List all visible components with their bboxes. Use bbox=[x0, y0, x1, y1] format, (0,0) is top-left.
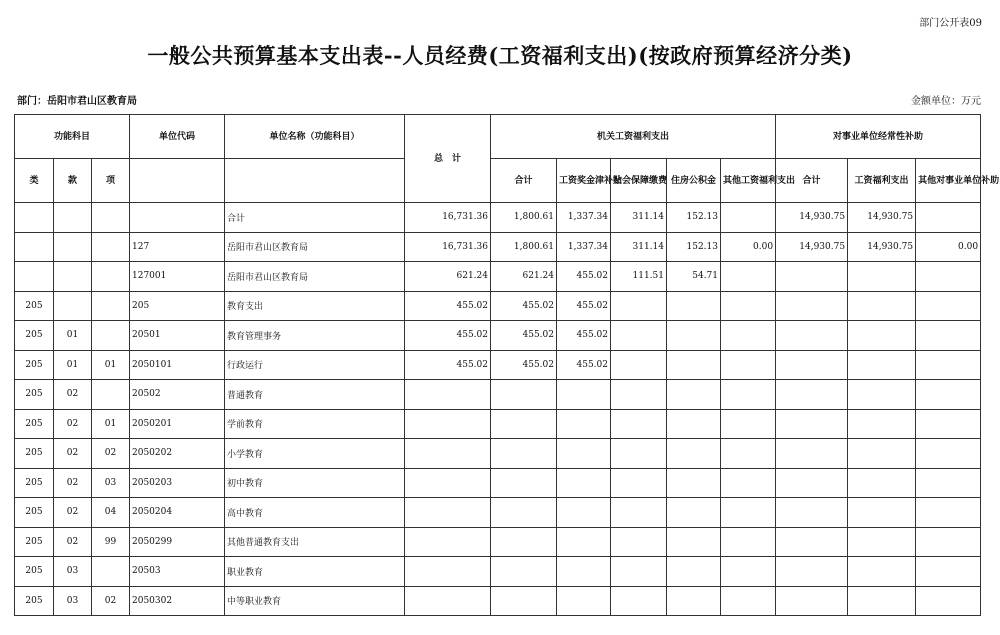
cell-name: 行政运行 bbox=[225, 350, 405, 380]
cell-inst-other: 0.00 bbox=[916, 232, 981, 262]
cell-inst-other bbox=[916, 527, 981, 557]
cell-inst-wage bbox=[848, 380, 916, 410]
cell-name: 高中教育 bbox=[225, 498, 405, 528]
cell-org-housing bbox=[667, 291, 721, 321]
cell-org-social bbox=[611, 291, 667, 321]
cell-inst-sum bbox=[776, 409, 848, 439]
header-org-sum: 合计 bbox=[491, 159, 557, 203]
header-inst-wage: 工资福利支出 bbox=[848, 159, 916, 203]
cell-org-wage bbox=[557, 498, 611, 528]
cell-kuan: 02 bbox=[54, 468, 92, 498]
cell-code: 205 bbox=[130, 291, 225, 321]
cell-org-housing bbox=[667, 321, 721, 351]
cell-org-other bbox=[721, 321, 776, 351]
cell-kuan: 03 bbox=[54, 557, 92, 587]
cell-inst-sum: 14,930.75 bbox=[776, 203, 848, 233]
cell-total bbox=[405, 557, 491, 587]
cell-org-other bbox=[721, 262, 776, 292]
cell-org-other bbox=[721, 291, 776, 321]
cell-org-wage: 455.02 bbox=[557, 262, 611, 292]
table-row bbox=[15, 409, 981, 439]
cell-code: 20501 bbox=[130, 321, 225, 351]
header-org-social: 社会保障缴费 bbox=[611, 159, 667, 203]
cell-xiang bbox=[92, 232, 130, 262]
cell-kuan: 02 bbox=[54, 380, 92, 410]
cell-xiang: 02 bbox=[92, 586, 130, 616]
cell-lei: 205 bbox=[15, 409, 54, 439]
cell-total: 16,731.36 bbox=[405, 203, 491, 233]
cell-inst-sum bbox=[776, 527, 848, 557]
cell-org-other bbox=[721, 203, 776, 233]
cell-org-social bbox=[611, 498, 667, 528]
cell-total bbox=[405, 586, 491, 616]
cell-org-social bbox=[611, 468, 667, 498]
cell-inst-other bbox=[916, 439, 981, 469]
cell-inst-sum bbox=[776, 350, 848, 380]
cell-name: 职业教育 bbox=[225, 557, 405, 587]
cell-xiang: 02 bbox=[92, 439, 130, 469]
cell-total: 455.02 bbox=[405, 350, 491, 380]
cell-name: 学前教育 bbox=[225, 409, 405, 439]
cell-name: 岳阳市君山区教育局 bbox=[225, 262, 405, 292]
cell-org-housing bbox=[667, 586, 721, 616]
cell-org-housing bbox=[667, 350, 721, 380]
cell-org-sum: 455.02 bbox=[491, 291, 557, 321]
cell-inst-wage bbox=[848, 468, 916, 498]
cell-xiang: 01 bbox=[92, 350, 130, 380]
cell-org-wage bbox=[557, 380, 611, 410]
cell-code: 2050101 bbox=[130, 350, 225, 380]
cell-org-wage bbox=[557, 557, 611, 587]
cell-org-sum: 621.24 bbox=[491, 262, 557, 292]
cell-org-other bbox=[721, 527, 776, 557]
cell-code: 2050299 bbox=[130, 527, 225, 557]
cell-org-other bbox=[721, 498, 776, 528]
cell-org-sum bbox=[491, 439, 557, 469]
cell-lei: 205 bbox=[15, 557, 54, 587]
cell-lei: 205 bbox=[15, 350, 54, 380]
cell-total bbox=[405, 498, 491, 528]
cell-xiang: 01 bbox=[92, 409, 130, 439]
cell-lei: 205 bbox=[15, 498, 54, 528]
cell-xiang bbox=[92, 321, 130, 351]
cell-org-other bbox=[721, 350, 776, 380]
cell-inst-wage bbox=[848, 498, 916, 528]
cell-inst-wage: 14,930.75 bbox=[848, 203, 916, 233]
cell-inst-wage bbox=[848, 439, 916, 469]
cell-org-social bbox=[611, 586, 667, 616]
cell-lei bbox=[15, 203, 54, 233]
header-org-wage: 工资奖金津补贴 bbox=[557, 159, 611, 203]
cell-xiang bbox=[92, 203, 130, 233]
cell-kuan: 02 bbox=[54, 527, 92, 557]
cell-org-sum bbox=[491, 527, 557, 557]
cell-org-housing: 54.71 bbox=[667, 262, 721, 292]
cell-inst-wage bbox=[848, 586, 916, 616]
cell-code: 2050204 bbox=[130, 498, 225, 528]
cell-code: 20503 bbox=[130, 557, 225, 587]
cell-lei: 205 bbox=[15, 586, 54, 616]
cell-inst-sum bbox=[776, 498, 848, 528]
cell-kuan: 02 bbox=[54, 439, 92, 469]
cell-code: 20502 bbox=[130, 380, 225, 410]
cell-inst-other bbox=[916, 468, 981, 498]
cell-total: 16,731.36 bbox=[405, 232, 491, 262]
header-org-other: 其他工资福利支出 bbox=[721, 159, 776, 203]
cell-org-housing bbox=[667, 557, 721, 587]
cell-org-other: 0.00 bbox=[721, 232, 776, 262]
cell-org-sum bbox=[491, 409, 557, 439]
cell-total bbox=[405, 527, 491, 557]
amount-unit-label: 金额单位：万元 bbox=[911, 96, 981, 107]
cell-name: 小学教育 bbox=[225, 439, 405, 469]
cell-code: 2050302 bbox=[130, 586, 225, 616]
cell-code: 2050202 bbox=[130, 439, 225, 469]
cell-org-housing bbox=[667, 409, 721, 439]
table-row bbox=[15, 498, 981, 528]
cell-org-other bbox=[721, 409, 776, 439]
cell-org-wage: 455.02 bbox=[557, 350, 611, 380]
cell-code: 2050201 bbox=[130, 409, 225, 439]
cell-org-other bbox=[721, 586, 776, 616]
cell-inst-sum bbox=[776, 557, 848, 587]
cell-org-social: 311.14 bbox=[611, 232, 667, 262]
page-title: 一般公共预算基本支出表--人员经费(工资福利支出)(按政府预算经济分类) bbox=[147, 43, 853, 68]
cell-kuan bbox=[54, 262, 92, 292]
header-inst-sum: 合计 bbox=[776, 159, 848, 203]
table-row bbox=[15, 557, 981, 587]
cell-lei: 205 bbox=[15, 380, 54, 410]
cell-inst-other bbox=[916, 409, 981, 439]
table-row bbox=[15, 203, 981, 233]
cell-kuan bbox=[54, 203, 92, 233]
cell-org-sum: 1,800.61 bbox=[491, 203, 557, 233]
cell-org-social bbox=[611, 439, 667, 469]
cell-name: 初中教育 bbox=[225, 468, 405, 498]
cell-name: 合计 bbox=[225, 203, 405, 233]
cell-org-sum: 455.02 bbox=[491, 321, 557, 351]
cell-name: 岳阳市君山区教育局 bbox=[225, 232, 405, 262]
cell-inst-other bbox=[916, 262, 981, 292]
cell-code: 2050203 bbox=[130, 468, 225, 498]
cell-inst-wage bbox=[848, 557, 916, 587]
cell-total: 455.02 bbox=[405, 291, 491, 321]
cell-code: 127001 bbox=[130, 262, 225, 292]
cell-org-housing bbox=[667, 380, 721, 410]
cell-lei: 205 bbox=[15, 468, 54, 498]
cell-org-sum: 1,800.61 bbox=[491, 232, 557, 262]
cell-inst-sum bbox=[776, 262, 848, 292]
cell-lei bbox=[15, 232, 54, 262]
cell-inst-wage bbox=[848, 291, 916, 321]
table-row bbox=[15, 321, 981, 351]
cell-inst-wage: 14,930.75 bbox=[848, 232, 916, 262]
cell-org-wage bbox=[557, 439, 611, 469]
cell-total bbox=[405, 439, 491, 469]
cell-total bbox=[405, 409, 491, 439]
header-inst-other: 其他对事业单位补助 bbox=[916, 159, 981, 203]
cell-inst-other bbox=[916, 291, 981, 321]
cell-inst-wage bbox=[848, 262, 916, 292]
cell-org-social bbox=[611, 527, 667, 557]
table-row bbox=[15, 262, 981, 292]
cell-total bbox=[405, 468, 491, 498]
header-kuan: 款 bbox=[54, 159, 92, 203]
cell-org-sum bbox=[491, 557, 557, 587]
cell-org-sum bbox=[491, 380, 557, 410]
cell-inst-other bbox=[916, 350, 981, 380]
cell-kuan bbox=[54, 232, 92, 262]
cell-code: 127 bbox=[130, 232, 225, 262]
cell-org-other bbox=[721, 557, 776, 587]
cell-xiang: 04 bbox=[92, 498, 130, 528]
table-row bbox=[15, 291, 981, 321]
cell-org-housing: 152.13 bbox=[667, 232, 721, 262]
cell-inst-other bbox=[916, 380, 981, 410]
cell-lei: 205 bbox=[15, 527, 54, 557]
cell-org-social bbox=[611, 321, 667, 351]
header-func-subject: 功能科目 bbox=[15, 115, 130, 159]
cell-org-sum bbox=[491, 586, 557, 616]
cell-org-social: 111.51 bbox=[611, 262, 667, 292]
header-unit-code: 单位代码 bbox=[130, 115, 225, 159]
cell-inst-wage bbox=[848, 527, 916, 557]
cell-org-housing bbox=[667, 468, 721, 498]
cell-inst-sum bbox=[776, 468, 848, 498]
header-org-housing: 住房公积金 bbox=[667, 159, 721, 203]
cell-org-wage bbox=[557, 468, 611, 498]
cell-name: 普通教育 bbox=[225, 380, 405, 410]
cell-org-other bbox=[721, 468, 776, 498]
cell-org-social: 311.14 bbox=[611, 203, 667, 233]
table-row bbox=[15, 586, 981, 616]
header-org-group: 机关工资福利支出 bbox=[491, 115, 776, 159]
cell-total: 621.24 bbox=[405, 262, 491, 292]
cell-inst-sum: 14,930.75 bbox=[776, 232, 848, 262]
department-label: 部门：岳阳市君山区教育局 bbox=[17, 96, 137, 107]
cell-org-wage: 1,337.34 bbox=[557, 232, 611, 262]
cell-inst-sum bbox=[776, 380, 848, 410]
cell-org-wage: 1,337.34 bbox=[557, 203, 611, 233]
cell-org-wage bbox=[557, 586, 611, 616]
cell-xiang bbox=[92, 262, 130, 292]
cell-org-social bbox=[611, 557, 667, 587]
cell-kuan: 01 bbox=[54, 321, 92, 351]
header-unit-name-cont bbox=[225, 159, 405, 203]
cell-inst-wage bbox=[848, 409, 916, 439]
cell-lei: 205 bbox=[15, 291, 54, 321]
cell-kuan: 03 bbox=[54, 586, 92, 616]
cell-name: 中等职业教育 bbox=[225, 586, 405, 616]
budget-table bbox=[14, 114, 1000, 616]
header-xiang: 项 bbox=[92, 159, 130, 203]
cell-inst-sum bbox=[776, 586, 848, 616]
cell-inst-other bbox=[916, 586, 981, 616]
cell-org-social bbox=[611, 350, 667, 380]
cell-org-sum bbox=[491, 498, 557, 528]
cell-org-housing bbox=[667, 498, 721, 528]
header-unit-code-cont bbox=[130, 159, 225, 203]
header-total: 总 计 bbox=[405, 115, 491, 203]
cell-xiang bbox=[92, 291, 130, 321]
table-row bbox=[15, 350, 981, 380]
cell-org-social bbox=[611, 380, 667, 410]
cell-org-wage: 455.02 bbox=[557, 321, 611, 351]
cell-lei bbox=[15, 262, 54, 292]
cell-lei: 205 bbox=[15, 321, 54, 351]
cell-org-wage bbox=[557, 527, 611, 557]
cell-kuan: 02 bbox=[54, 409, 92, 439]
cell-org-sum bbox=[491, 468, 557, 498]
cell-name: 教育支出 bbox=[225, 291, 405, 321]
cell-inst-other bbox=[916, 321, 981, 351]
cell-org-housing bbox=[667, 439, 721, 469]
header-unit-name: 单位名称（功能科目） bbox=[225, 115, 405, 159]
table-row bbox=[15, 468, 981, 498]
cell-inst-wage bbox=[848, 350, 916, 380]
cell-kuan bbox=[54, 291, 92, 321]
header-lei: 类 bbox=[15, 159, 54, 203]
cell-total: 455.02 bbox=[405, 321, 491, 351]
form-code: 部门公开表09 bbox=[919, 18, 982, 29]
cell-org-wage bbox=[557, 409, 611, 439]
cell-inst-other bbox=[916, 203, 981, 233]
cell-org-housing bbox=[667, 527, 721, 557]
cell-xiang: 03 bbox=[92, 468, 130, 498]
cell-name: 其他普通教育支出 bbox=[225, 527, 405, 557]
cell-inst-other bbox=[916, 498, 981, 528]
cell-inst-wage bbox=[848, 321, 916, 351]
table-row bbox=[15, 232, 981, 262]
cell-org-housing: 152.13 bbox=[667, 203, 721, 233]
cell-xiang: 99 bbox=[92, 527, 130, 557]
cell-org-other bbox=[721, 380, 776, 410]
cell-org-sum: 455.02 bbox=[491, 350, 557, 380]
table-row bbox=[15, 527, 981, 557]
cell-kuan: 01 bbox=[54, 350, 92, 380]
cell-code bbox=[130, 203, 225, 233]
cell-kuan: 02 bbox=[54, 498, 92, 528]
cell-inst-other bbox=[916, 557, 981, 587]
cell-inst-sum bbox=[776, 321, 848, 351]
cell-inst-sum bbox=[776, 291, 848, 321]
cell-total bbox=[405, 380, 491, 410]
cell-lei: 205 bbox=[15, 439, 54, 469]
cell-org-other bbox=[721, 439, 776, 469]
cell-xiang bbox=[92, 380, 130, 410]
header-inst-group: 对事业单位经常性补助 bbox=[776, 115, 981, 159]
cell-org-social bbox=[611, 409, 667, 439]
cell-name: 教育管理事务 bbox=[225, 321, 405, 351]
table-row bbox=[15, 439, 981, 469]
table-row bbox=[15, 380, 981, 410]
cell-org-wage: 455.02 bbox=[557, 291, 611, 321]
cell-inst-sum bbox=[776, 439, 848, 469]
cell-xiang bbox=[92, 557, 130, 587]
